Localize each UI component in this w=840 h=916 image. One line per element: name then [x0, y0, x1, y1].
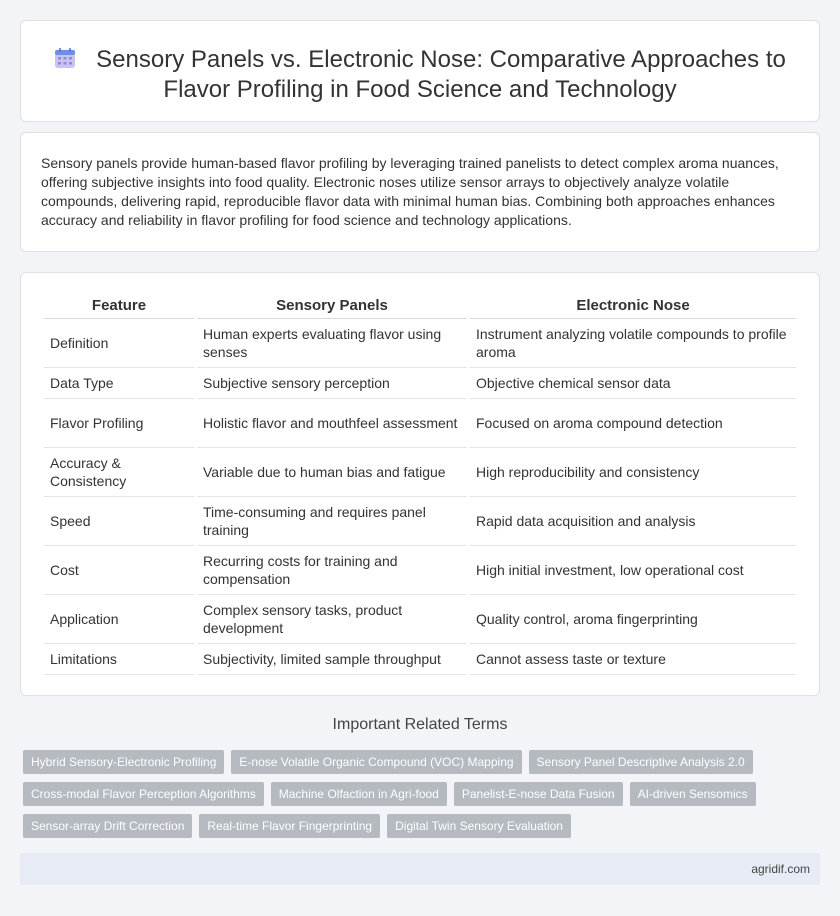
related-tag[interactable]: Sensor-array Drift Correction: [23, 814, 192, 838]
cell-feature: Speed: [44, 497, 194, 546]
related-tag[interactable]: AI-driven Sensomics: [630, 782, 756, 806]
cell-feature: Cost: [44, 546, 194, 595]
title-line-1: Sensory Panels vs. Electronic Nose: Comparative Approaches to: [96, 46, 786, 73]
cell-sensory: Variable due to human bias and fatigue: [197, 448, 467, 497]
cell-enose: Instrument analyzing volatile compounds to profile aroma: [470, 319, 796, 368]
intro-paragraph: Sensory panels provide human-based flavor profiling by leveraging trained panelists to detect complex aroma nuances, offering subjective insights into food quality. Electronic noses utilize sensor arrays to objectively analyze volatile compounds, delivering rapid, reproducible flavor data with minimal human bias. Combining both approaches enhances accuracy and reliability in flavor profiling for food science and technology applications.: [41, 155, 779, 228]
footer-site-link[interactable]: agridif.com: [751, 862, 810, 876]
table-row: [44, 399, 796, 448]
related-tag[interactable]: Hybrid Sensory-Electronic Profiling: [23, 750, 224, 774]
cell-feature: Accuracy & Consistency: [44, 448, 194, 497]
comparison-card: [20, 272, 820, 696]
cell-sensory: Complex sensory tasks, product development: [197, 595, 467, 644]
table-header-row: [44, 295, 796, 319]
footer-bar: [20, 853, 820, 885]
cell-sensory: Recurring costs for training and compensation: [197, 546, 467, 595]
related-tag[interactable]: E-nose Volatile Organic Compound (VOC) Mapping: [231, 750, 521, 774]
table-row: [44, 319, 796, 368]
related-tag[interactable]: Cross-modal Flavor Perception Algorithms: [23, 782, 264, 806]
comparison-table: [41, 295, 799, 675]
table-row: [44, 497, 796, 546]
cell-enose: Rapid data acquisition and analysis: [470, 497, 796, 546]
cell-enose: Focused on aroma compound detection: [470, 399, 796, 448]
cell-enose: High reproducibility and consistency: [470, 448, 796, 497]
table-row: [44, 448, 796, 497]
title-line-2: Flavor Profiling in Food Science and Technology: [163, 76, 677, 103]
related-tag[interactable]: Digital Twin Sensory Evaluation: [387, 814, 571, 838]
intro-card: [20, 132, 820, 252]
cell-feature: Flavor Profiling: [44, 399, 194, 448]
header-feature: Feature: [44, 295, 194, 319]
cell-sensory: Holistic flavor and mouthfeel assessment: [197, 399, 467, 448]
related-tag[interactable]: Machine Olfaction in Agri-food: [271, 782, 447, 806]
related-terms-title: Important Related Terms: [332, 716, 508, 733]
header-card: [20, 20, 820, 122]
cell-feature: Limitations: [44, 644, 194, 675]
table-row: [44, 368, 796, 399]
table-row: [44, 644, 796, 675]
related-tag[interactable]: Panelist-E-nose Data Fusion: [454, 782, 623, 806]
cell-feature: Definition: [44, 319, 194, 368]
page-title: [21, 45, 819, 105]
related-tag[interactable]: Real-time Flavor Fingerprinting: [199, 814, 380, 838]
cell-enose: High initial investment, low operational cost: [470, 546, 796, 595]
cell-feature: Application: [44, 595, 194, 644]
cell-feature: Data Type: [44, 368, 194, 399]
cell-enose: Cannot assess taste or texture: [470, 644, 796, 675]
related-terms-tags: [23, 750, 823, 846]
cell-enose: Quality control, aroma fingerprinting: [470, 595, 796, 644]
calendar-icon: [54, 47, 76, 69]
cell-sensory: Human experts evaluating flavor using senses: [197, 319, 467, 368]
cell-sensory: Subjective sensory perception: [197, 368, 467, 399]
header-electronic-nose: Electronic Nose: [470, 295, 796, 319]
cell-sensory: Time-consuming and requires panel training: [197, 497, 467, 546]
table-row: [44, 546, 796, 595]
header-sensory-panels: Sensory Panels: [197, 295, 467, 319]
cell-enose: Objective chemical sensor data: [470, 368, 796, 399]
related-tag[interactable]: Sensory Panel Descriptive Analysis 2.0: [529, 750, 753, 774]
cell-sensory: Subjectivity, limited sample throughput: [197, 644, 467, 675]
table-row: [44, 595, 796, 644]
